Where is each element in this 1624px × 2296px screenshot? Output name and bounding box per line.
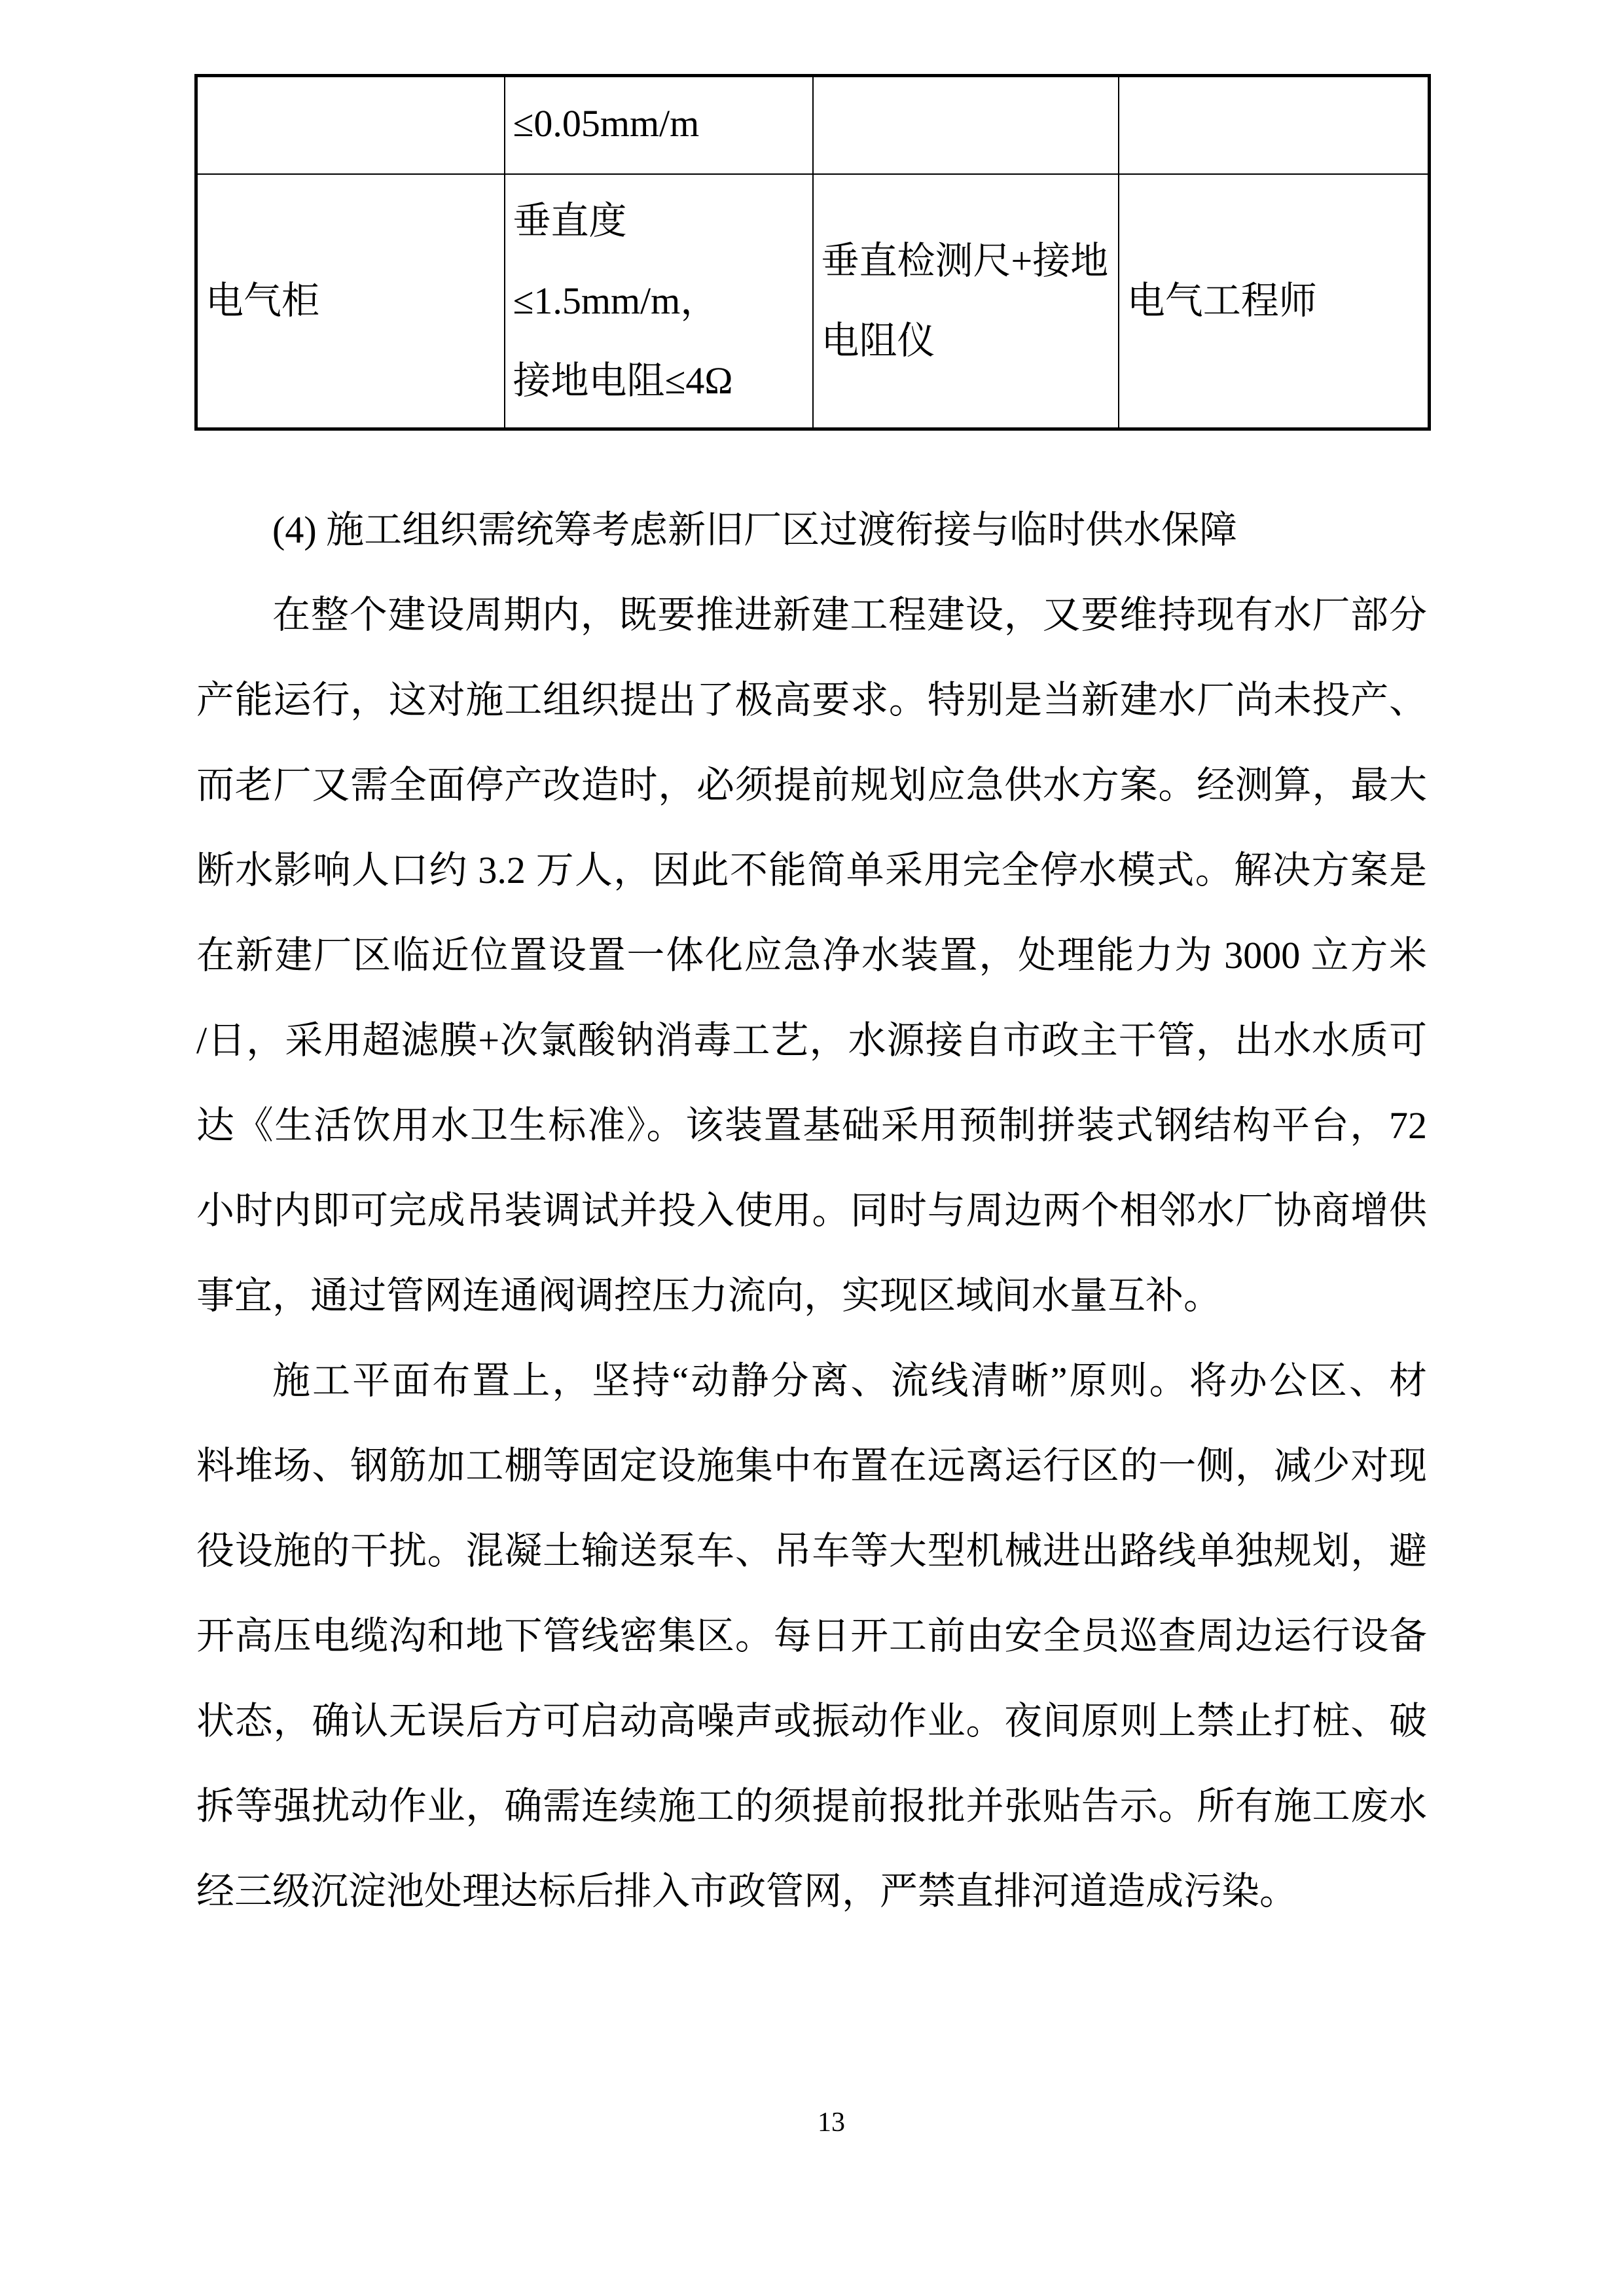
cell-method-empty	[813, 76, 1119, 174]
paragraph-line: 在整个建设周期内，既要推进新建工程建设，又要维持现有水厂部分	[272, 594, 1427, 636]
spec-table	[194, 74, 1431, 431]
table-row	[196, 76, 1430, 174]
cell-responsible-empty	[1119, 76, 1430, 174]
body-content	[196, 488, 1427, 1934]
cell-responsible-engineer: 电气工程师	[1119, 174, 1430, 429]
cell-item-electrical-cabinet: 电气柜	[196, 174, 505, 429]
paragraph-line: 开高压电缆沟和地下管线密集区。每日开工前由安全员巡查周边运行设备	[196, 1615, 1427, 1657]
paragraph-line: 在新建厂区临近位置设置一体化应急净水装置，处理能力为 3000 立方米	[196, 934, 1427, 977]
spec-table-container	[194, 74, 1431, 431]
section-heading: (4) 施工组织需统筹考虑新旧厂区过渡衔接与临时供水保障	[272, 509, 1238, 551]
paragraph-line: 而老厂又需全面停产改造时，必须提前规划应急供水方案。经测算，最大	[196, 764, 1427, 806]
paragraph-line: 状态，确认无误后方可启动高噪声或振动作业。夜间原则上禁止打桩、破	[196, 1700, 1427, 1742]
table-row	[196, 174, 1430, 429]
paragraph-line: 断水影响人口约 3.2 万人，因此不能简单采用完全停水模式。解决方案是	[196, 849, 1427, 891]
paragraph-line: /日，采用超滤膜+次氯酸钠消毒工艺，水源接自市政主干管，出水水质可	[196, 1019, 1427, 1062]
page-footer	[196, 2106, 1427, 2139]
paragraph-line: 达《生活饮用水卫生标准》。该装置基础采用预制拼装式钢结构平台，72	[196, 1104, 1427, 1147]
paragraph-line: 役设施的干扰。混凝土输送泵车、吊车等大型机械进出路线单独规划，避	[196, 1530, 1427, 1572]
paragraph-line: 小时内即可完成吊装调试并投入使用。同时与周边两个相邻水厂协商增供	[196, 1189, 1427, 1232]
paragraph-line: 施工平面布置上，坚持“动静分离、流线清晰”原则。将办公区、材	[272, 1359, 1427, 1402]
paragraph-line: 料堆场、钢筋加工棚等固定设施集中布置在远离运行区的一侧，减少对现	[196, 1444, 1427, 1487]
paragraph-line: 产能运行，这对施工组织提出了极高要求。特别是当新建水厂尚未投产、	[196, 679, 1427, 721]
paragraph-line: 拆等强扰动作业，确需连续施工的须提前报批并张贴告示。所有施工废水	[196, 1785, 1427, 1827]
paragraph-line: 经三级沉淀池处理达标后排入市政管网，严禁直排河道造成污染。	[196, 1870, 1298, 1912]
cell-spec-verticality	[505, 174, 813, 429]
cell-method-detection: 垂直检测尺+接地电阻仪	[813, 174, 1119, 429]
spec-line-tolerance: ≤1.5mm/m，	[513, 279, 719, 322]
cell-item-empty	[196, 76, 505, 174]
cell-spec-flatness: ≤0.05mm/m	[505, 76, 813, 174]
paragraph-line: 事宜，通过管网连通阀调控压力流向，实现区域间水量互补。	[196, 1274, 1222, 1317]
spec-line-verticality: 垂直度	[513, 199, 627, 242]
spec-line-ground-resistance: 接地电阻≤4Ω	[513, 359, 733, 402]
page-number: 13	[818, 2108, 845, 2138]
